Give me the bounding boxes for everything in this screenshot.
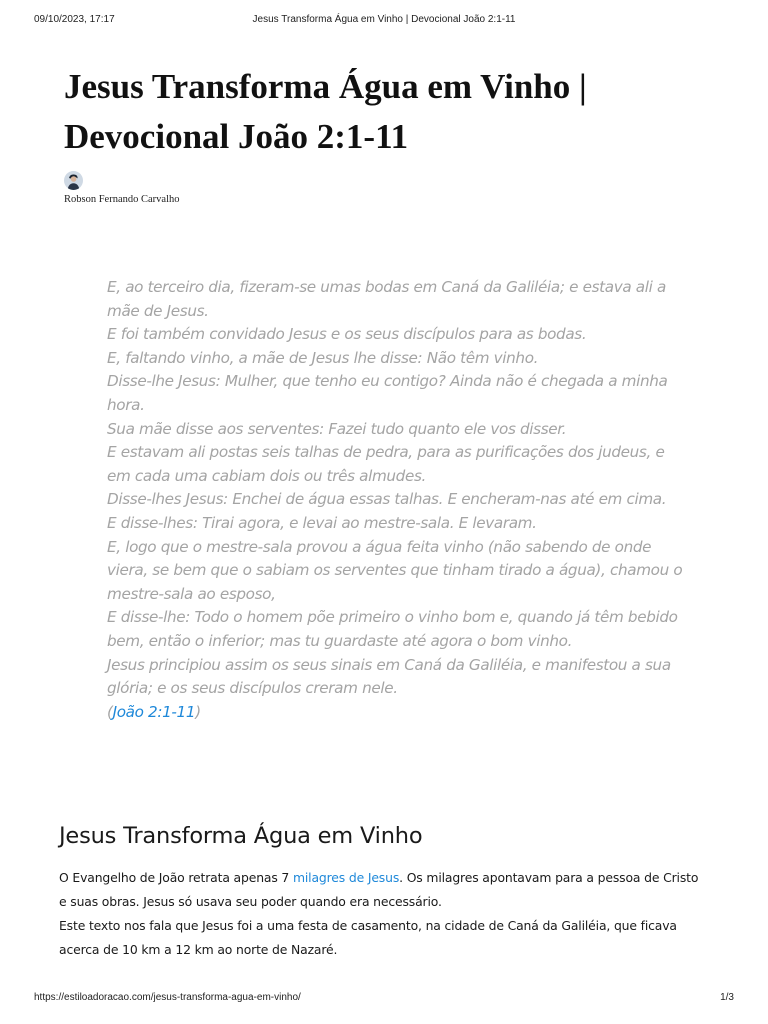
scripture-verse: Jesus principiou assim os seus sinais em Caná da Galiléia, e manifestou a sua glória; e os seus discípulos creram nele. xyxy=(107,655,671,698)
scripture-verse: E, faltando vinho, a mãe de Jesus lhe disse: Não têm vinho. xyxy=(107,348,539,367)
scripture-reference xyxy=(107,701,687,725)
print-date: 09/10/2023, 17:17 xyxy=(34,14,115,25)
scripture-verse: Sua mãe disse aos serventes: Fazei tudo quanto ele vos disser. xyxy=(107,419,567,438)
scripture-verse: E, logo que o mestre-sala provou a água feita vinho (não sabendo de onde viera, se bem que o sabiam os serventes que tinham tirado a água), chamou o mestre-sala ao esposo, xyxy=(107,537,683,603)
scripture-quote xyxy=(107,276,687,724)
paragraph xyxy=(59,866,709,914)
print-document-title: Jesus Transforma Água em Vinho | Devocional João 2:1-11 xyxy=(252,14,516,25)
print-footer xyxy=(34,992,734,1006)
print-header xyxy=(34,14,734,30)
reference-open-paren: ( xyxy=(107,702,113,721)
scripture-verse: E disse-lhe: Todo o homem põe primeiro o vinho bom e, quando já têm bebido bem, então o inferior; mas tu guardaste até agora o bom vinho. xyxy=(107,608,678,650)
paragraph-text: O Evangelho de João retrata apenas 7 xyxy=(59,870,293,885)
scripture-verse: E foi também convidado Jesus e os seus discípulos para as bodas. xyxy=(107,325,587,344)
scripture-verse: E estavam ali postas seis talhas de pedra, para as purificações dos judeus, e em cada uma cabiam dois ou três almudes. xyxy=(107,443,665,485)
scripture-reference-link[interactable]: João 2:1-11 xyxy=(112,702,196,721)
author-name: Robson Fernando Carvalho xyxy=(64,194,180,205)
article-body xyxy=(59,866,709,962)
paragraph-text: . Os milagres apontavam para a pessoa de Cristo e suas obras. Jesus só usava seu poder quando era necessário. xyxy=(59,870,699,909)
scripture-verse: Disse-lhes Jesus: Enchei de água essas talhas. E encheram-nas até em cima. xyxy=(107,490,667,509)
person-avatar-icon xyxy=(64,171,83,190)
reference-close-paren: ) xyxy=(195,702,201,721)
scripture-verse: E disse-lhes: Tirai agora, e levai ao mestre-sala. E levaram. xyxy=(107,513,537,532)
paragraph: Este texto nos fala que Jesus foi a uma festa de casamento, na cidade de Caná da Galiléia, que ficava acerca de 10 km a 12 km ao norte de Nazaré. xyxy=(59,918,677,957)
article-title: Jesus Transforma Água em Vinho | Devocional João 2:1-11 xyxy=(64,67,587,156)
page-number: 1/3 xyxy=(720,992,734,1003)
miracles-link[interactable]: milagres de Jesus xyxy=(292,870,400,885)
section-heading: Jesus Transforma Água em Vinho xyxy=(59,823,423,849)
scripture-verse: E, ao terceiro dia, fizeram-se umas bodas em Caná da Galiléia; e estava ali a mãe de Jesus. xyxy=(107,278,666,320)
scripture-verse: Disse-lhe Jesus: Mulher, que tenho eu contigo? Ainda não é chegada a minha hora. xyxy=(107,372,668,414)
print-url: https://estiloadoracao.com/jesus-transforma-agua-em-vinho/ xyxy=(34,992,301,1003)
